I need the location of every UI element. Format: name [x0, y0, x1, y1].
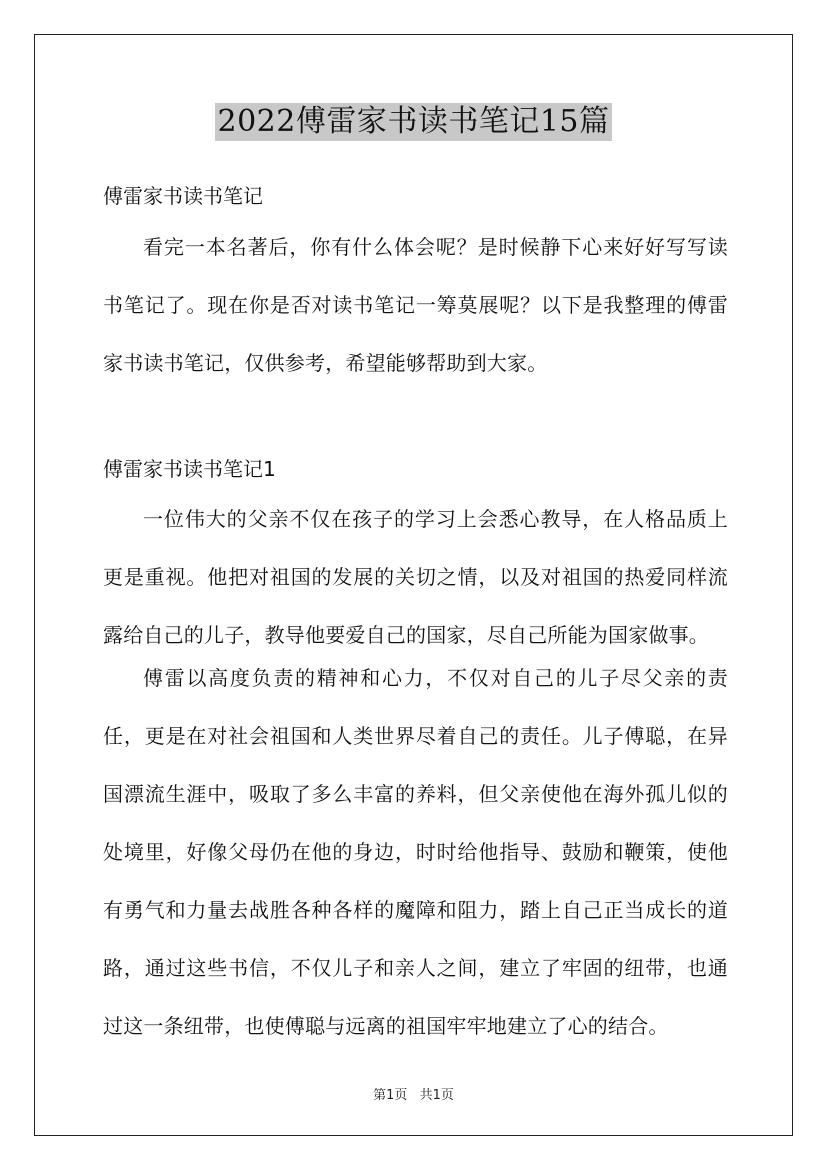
intro-heading: 傅雷家书读书笔记: [103, 184, 263, 208]
page-footer: [0, 1084, 827, 1103]
page-number: 第1页: [373, 1088, 408, 1103]
section-heading-1: 傅雷家书读书笔记1: [103, 457, 276, 481]
title-container: [0, 103, 827, 141]
document-title: 2022傅雷家书读书笔记15篇: [217, 104, 610, 139]
page-total: 共1页: [419, 1088, 454, 1103]
intro-paragraph: 看完一本名著后，你有什么体会呢？是时候静下心来好好写写读书笔记了。现在你是否对读书笔记一筹莫展呢？以下是我整理的傅雷家书读书笔记，仅供参考，希望能够帮助到大家。: [103, 235, 728, 375]
section1-paragraph-1: 一位伟大的父亲不仅在孩子的学习上会悉心教导，在人格品质上更是重视。他把对祖国的发展的关切之情，以及对祖国的热爱同样流露给自己的儿子，教导他要爱自己的国家，尽自己所能为国家做事。: [103, 507, 728, 647]
section1-paragraph-2: 傅雷以高度负责的精神和心力，不仅对自己的儿子尽父亲的责任，更是在对社会祖国和人类世界尽着自己的责任。儿子傅聪，在异国漂流生涯中，吸取了多么丰富的养料，但父亲使他在海外孤儿似的处境里，好像父母仍在他的身边，时时给他指导、鼓励和鞭策，使他有勇气和力量去战胜各种各样的魔障和阻力，踏上自己正当成长的道路，通过这些书信，不仅儿子和亲人之间，建立了牢固的纽带，也通过这一条纽带，也使傅聪与远离的祖国牢牢地建立了心的结合。: [103, 666, 728, 1038]
